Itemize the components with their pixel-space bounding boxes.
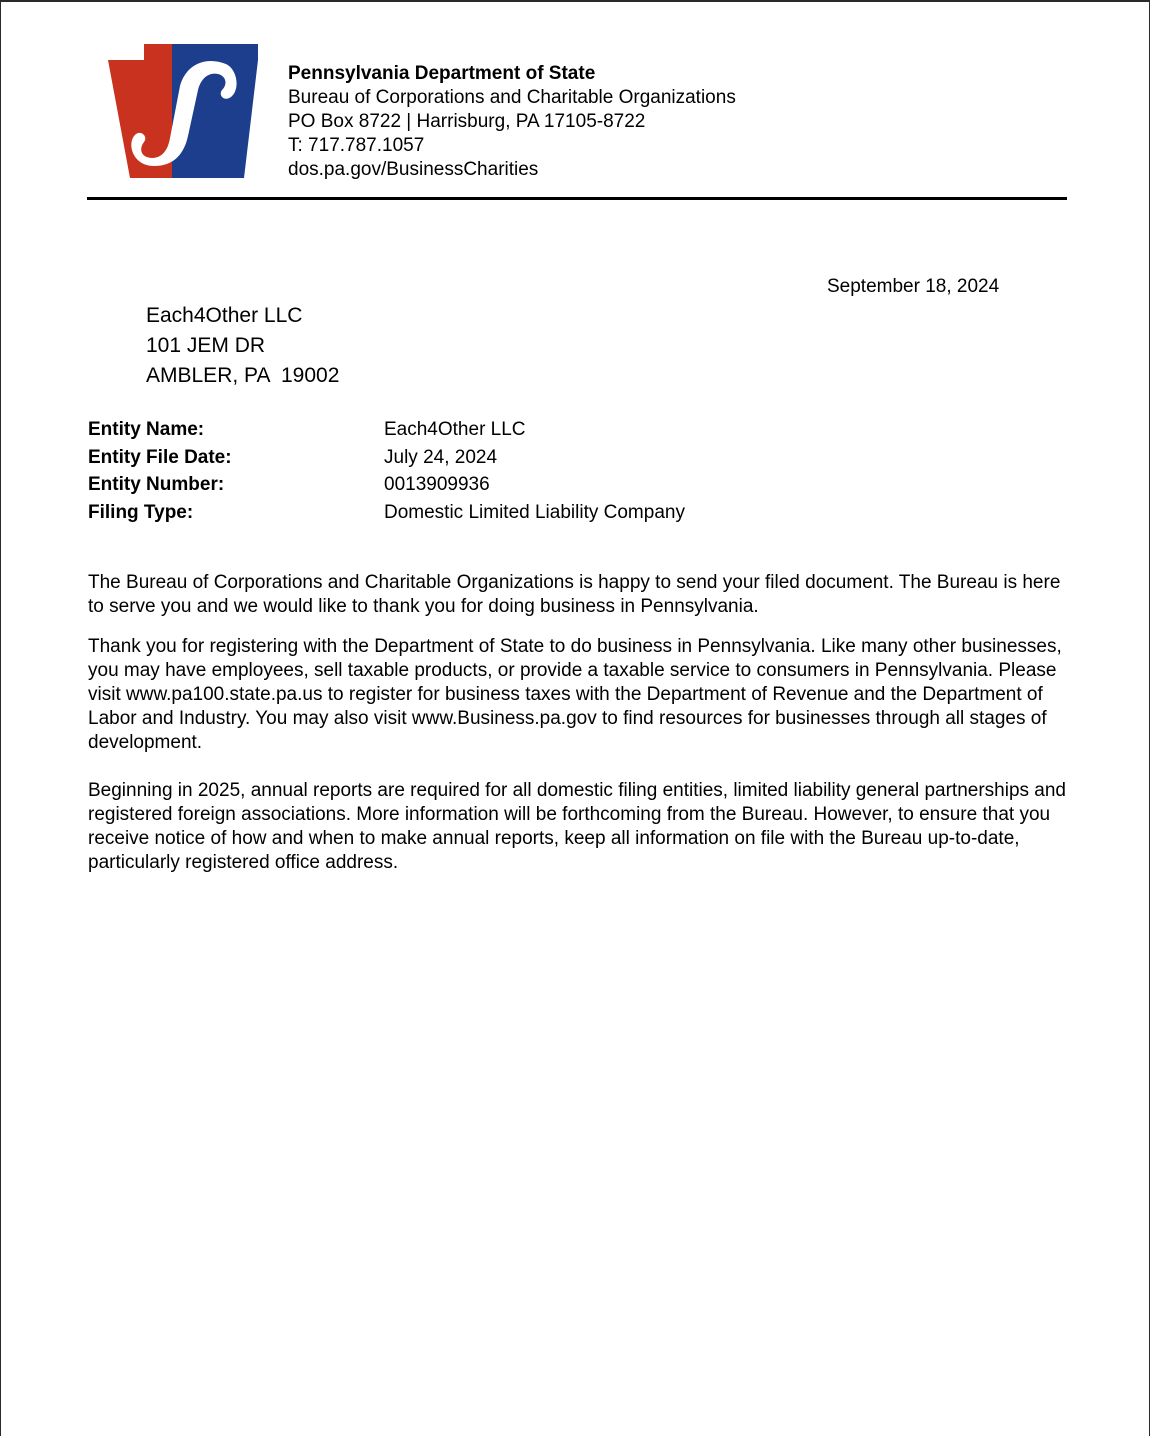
mailing-address: PO Box 8722 | Harrisburg, PA 17105-8722 xyxy=(288,111,646,132)
entity-row-name xyxy=(88,416,685,444)
entity-details xyxy=(88,416,685,526)
bureau-name: Bureau of Corporations and Charitable Organizations xyxy=(288,87,736,108)
entity-value: July 24, 2024 xyxy=(384,446,498,468)
recipient-address xyxy=(146,301,339,391)
entity-value: Domestic Limited Liability Company xyxy=(384,501,685,523)
entity-label: Filing Type: xyxy=(88,501,194,523)
entity-row-number xyxy=(88,471,685,499)
letterhead xyxy=(288,62,736,182)
body-paragraph-2: Thank you for registering with the Department of State to do business in Pennsylvania. Like many other businesses, you may have employees, sell taxable products, or provide a taxable service to consumers in Pennsylvania. Please visit www.pa100.state.pa.us to register for business taxes with the Department of Revenue and the Department of Labor and Industry. You may also visit www.Business.pa.gov to find resources for businesses through all stages of development. xyxy=(88,636,1062,753)
website: dos.pa.gov/BusinessCharities xyxy=(288,159,539,180)
pa-keystone-logo-icon xyxy=(108,42,258,178)
entity-row-file-date xyxy=(88,444,685,472)
entity-label: Entity Name: xyxy=(88,419,205,440)
entity-label: Entity File Date: xyxy=(88,446,232,468)
recipient-name: Each4Other LLC xyxy=(146,304,303,327)
entity-row-filing-type xyxy=(88,499,685,527)
recipient-street: 101 JEM DR xyxy=(146,334,266,357)
entity-value: Each4Other LLC xyxy=(384,419,526,440)
letter-date: September 18, 2024 xyxy=(827,276,1000,297)
phone-number: T: 717.787.1057 xyxy=(288,135,425,156)
body-paragraph-3: Beginning in 2025, annual reports are required for all domestic filing entities, limited liability general partnerships and registered foreign associations. More information will be forthcoming from the Bureau. However, to ensure that you receive notice of how and when to make annual reports, keep all information on file with the Bureau up-to-date, particularly registered office address. xyxy=(88,780,1066,873)
recipient-city-state-zip: AMBLER, PA 19002 xyxy=(146,364,340,387)
department-name: Pennsylvania Department of State xyxy=(288,63,596,84)
entity-label: Entity Number: xyxy=(88,474,225,495)
body-paragraph-1: The Bureau of Corporations and Charitable Organizations is happy to send your filed document. The Bureau is here to serve you and we would like to thank you for doing business in Pennsylvania. xyxy=(88,572,1061,617)
entity-value: 0013909936 xyxy=(384,474,490,495)
header-divider xyxy=(87,197,1067,200)
